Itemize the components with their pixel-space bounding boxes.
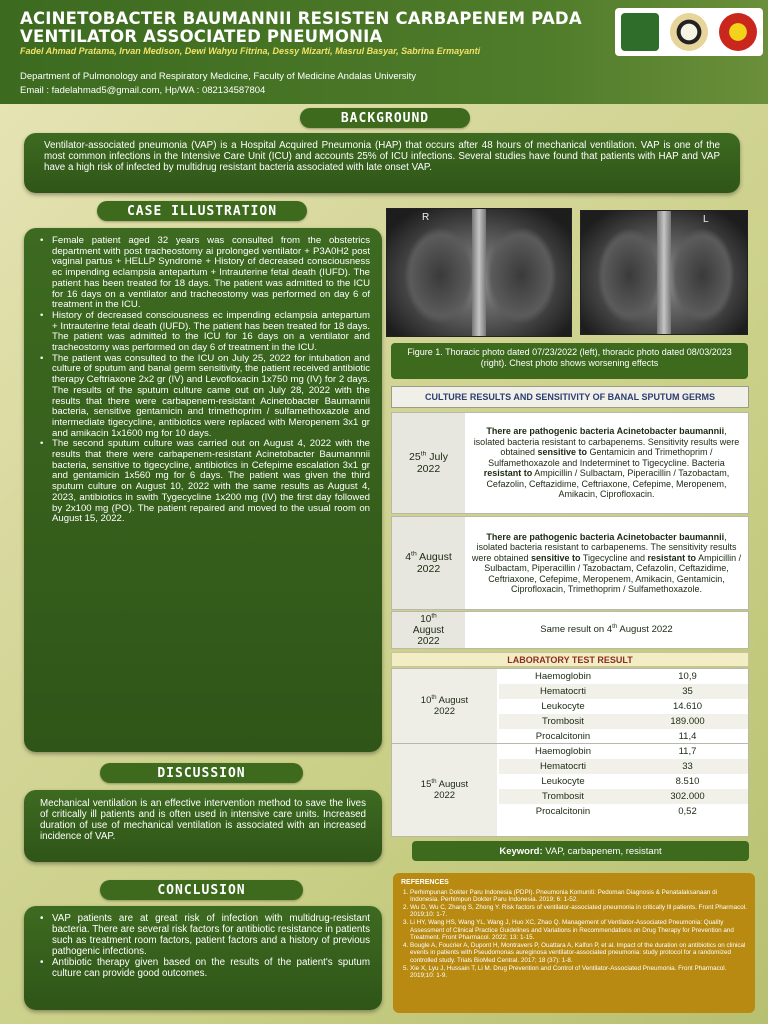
lab-block <box>391 668 749 744</box>
authors: Fadel Ahmad Pratama, Irvan Medison, Dewi Wahyu Fitrina, Dessy Mizarti, Masrul Basyar, Sabrina Ermayanti <box>20 46 481 56</box>
lab-table-title: LABORATORY TEST RESULT <box>391 652 749 667</box>
lab-row: Procalcitonin 11,4 <box>535 731 697 742</box>
conclusion-item: • Antibiotic therapy given based on the results of the patient's sputum culture can provide good outcomes. <box>40 957 370 979</box>
culture-date: 25th July 2022 <box>392 413 465 513</box>
culture-result: Same result on 4th August 2022 <box>540 622 673 635</box>
lab-row: Leukocyte 8.510 <box>541 776 700 787</box>
figure-caption: Figure 1. Thoracic photo dated 07/23/2022 (left), thoracic photo dated 08/03/2023 (right). Chest photo shows worsening effects <box>391 343 748 379</box>
lab-block <box>391 743 749 837</box>
case-panel <box>24 228 382 752</box>
conclusion-panel <box>24 906 382 1010</box>
case-item: • Female patient aged 32 years was consulted from the obstetrics department with post tracheostomy ai prolonged ventilator + P3A0H2 post vaginal partus + HELLP Syndrome + History of decreased consciousness ec impending eclampsia antepartum + Intrauterine fetal death (IUFD). The patient has been treated for 18 days. The patient was admitted to the ICU for 16 days on a ventilator and tracheostomy was performed on day 6 of treatment in the ICU. <box>40 236 370 311</box>
reference-item: 1. Perhimpunan Dokter Paru Indonesia (PDPI). Pneumonia Komuniti: Pedoman Diagnosis & Penatalaksanaan di Indonesia. Perhimpun Dokter Paru Indonesia. 2019; 6: 1-52. <box>410 889 747 904</box>
lab-date: 10th August 2022 <box>392 669 497 743</box>
culture-row <box>391 516 749 610</box>
references-title: REFERENCES <box>401 879 449 886</box>
reference-item: 2. Wu D, Wu C, Zhang S, Zhong Y. Risk factors of ventilator-associated pneumonia in critically Ill patients. Front Pharmacol. 2019;10: 1-7. <box>410 904 747 919</box>
discussion-text: Mechanical ventilation is an effective intervention method to save the lives of critically ill patients and is often used in intensive care units. Increased duration of use of mechanical ventilation is associated with an increased incidence of VAP. <box>40 798 366 842</box>
culture-result: There are pathogenic bacteria Acinetobacter baumannii, isolated bacteria resistant to carbapenems. Sensitivity results were obtained sensitive to Gentamicin and Trimethoprim / Sulfamethoxazole and Indeterminet to Tigecycline. Bacteria resistant to Ampicillin / Sulbactam, Piperacillin / Tazobactam, Cefazolin, Ceftazidime, Ceftriaxone, Cefepime, Meropenem, Amikacin, Ciprofloxacin. <box>473 426 740 500</box>
discussion-panel <box>24 790 382 862</box>
culture-row <box>391 412 749 514</box>
case-item: • The second sputum culture was carried out on August 4, 2022 with the results that there were carbapenem-resistant Acinetobacter Baumannnii bacteria, sensitive to tigecycline, antibiotics in Cefepime escalation 3x1 gr and gentamicin 1x560 mg for 6 days. The patient was given the third sputum culture on August 10, 2022 with the same results as August 4, 2023, antibiotics in swith Tygecycline 1x200 mg (IV) the first day followed by 2x100 mg (PO). The patient repaired and moved to the usual room on August 15, 2022. <box>40 439 370 525</box>
chest-xray-right <box>580 210 748 335</box>
culture-row <box>391 611 749 649</box>
case-heading: CASE ILLUSTRATION <box>97 201 307 221</box>
chest-xray-left <box>386 208 572 337</box>
background-text: Ventilator-associated pneumonia (VAP) is a Hospital Acquired Pneumonia (HAP) that occurs after 48 hours of mechanical ventilation. VAP is one of the most common infections in the Intensive Care Unit (ICU) and accounts 25% of ICU infections. Several studies have found that patients with HAP and VAP have a high risk of infected by multidrug resistant bacteria associated with late onset VAP. <box>44 140 720 173</box>
lab-row: Hematocrti 35 <box>499 684 748 699</box>
reference-item: 5. Xie X, Lyu J, Hussain T, Li M. Drug Prevention and Control of Ventilator-Associated Pneumonia. Front Pharmacol. 2019;10: 1-9. <box>410 965 747 980</box>
lab-row: Trombosit 302.000 <box>499 789 748 804</box>
keyword-text: VAP, carbapenem, resistant <box>542 845 662 857</box>
conclusion-item: • VAP patients are at great risk of infection with multidrug-resistant bacteria. There are several risk factors for antibiotic resistance in patients such as treatment room factors, patient factors and a history of previous pathogenic infections. <box>40 913 370 957</box>
logo-group <box>615 8 763 56</box>
culture-result: There are pathogenic bacteria Acinetobacter baumannii, isolated bacteria resistant to carbapenems. The sensitivity results were obtained sensitive to Tigecycline and resistant to Ampicillin / Sulbactam, Piperacillin / Tazobactam, Cefazolin, Ceftazidime, Ceftriaxone, Cefepime, Meropenem, Amikacin, Gentamicin, Ciprofloxacin, Trimethoprim / Sulfamethoxazole. <box>471 531 742 594</box>
poster-header <box>0 0 768 104</box>
conclusion-heading: CONCLUSION <box>100 880 303 900</box>
left-side-marker: L <box>703 214 709 225</box>
keyword-bar <box>412 841 749 861</box>
lab-row: Leukocyte 14.610 <box>541 701 703 712</box>
reference-item: 4. Bougle A, Foucrier A, Dupont H, Montravers P, Ouattara A, Kalfon P, et al. Impact of the duration on antibiotics on clinical events in patients with Pseudomonas aureginosa ventilator-associated pneumonia: study protocol for a randomized controlled study. Trials BioMed Central. 2017; 18 (37): 1-8. <box>410 942 747 965</box>
keyword-label: Keyword: <box>499 845 543 857</box>
department: Department of Pulmonology and Respiratory Medicine, Faculty of Medicine Andalas University <box>20 71 417 82</box>
background-heading: BACKGROUND <box>300 108 470 128</box>
conclusion-list <box>40 913 370 979</box>
references-panel <box>393 873 755 1013</box>
background-panel <box>24 133 740 193</box>
contact-email: Email : fadelahmad5@gmail.com, Hp/WA : 082134587804 <box>20 85 266 96</box>
culture-table-title: CULTURE RESULTS AND SENSITIVITY OF BANAL SPUTUM GERMS <box>391 386 749 408</box>
lab-row: Procalcitonin 0,52 <box>535 806 697 817</box>
case-list <box>40 236 370 525</box>
lab-row: Haemoglobin 10,9 <box>535 671 697 682</box>
lab-date: 15th August 2022 <box>392 744 497 836</box>
university-logo-icon <box>621 13 659 51</box>
case-item: • The patient was consulted to the ICU on July 25, 2022 for intubation and culture of sputum and banal germ sensitivity, the patient received antibiotic therapy Ceftriaxone 2x2 gr (IV) and Levofloxacin 1x750 mg (IV) for 2 days. The results of the sputum culture came out on July 28, 2022 with the results that there were carbapenem-resistant Acinetobacter Baumannii bacteria, sensitive gentamicin and trimethoprim / sulfamethoxazole and intermediate tigecycline, antibiotics were replaced with Meropenem 3x1 gr and amikacin 1x1600 mg for 10 days. <box>40 354 370 440</box>
society-logo-icon <box>719 13 757 51</box>
reference-item: 3. Li HY, Wang HS, Wang YL, Wang J, Huo XC, Zhao Q. Management of Ventilator-Associated Pneumonia: Quality Assessment of Clinical Practice Guidelines and Variations in Recommendations on Drug Therapy for Prevention and Treatment. Front Pharmacol. 2022; 13: 1-15. <box>410 919 747 942</box>
culture-date: 10th August 2022 <box>392 612 465 648</box>
poster-title: ACINETOBACTER BAUMANNII RESISTEN CARBAPENEM PADA VENTILATOR ASSOCIATED PNEUMONIA <box>20 9 582 46</box>
references-list <box>401 889 747 980</box>
right-side-marker: R <box>422 212 430 223</box>
culture-date: 4th August 2022 <box>392 517 465 609</box>
lab-row: Hematocrti 33 <box>499 759 748 774</box>
case-item: • History of decreased consciousness ec impending eclampsia antepartum + Intrauterine fetal death (IUFD). The patient has been treated for 18 days. The patient was admitted to the ICU for 16 days on a ventilator and tracheostomy was performed on day 6 of treatment in the ICU. <box>40 311 370 354</box>
lab-row: Haemoglobin 11,7 <box>535 746 697 757</box>
discussion-heading: DISCUSSION <box>100 763 303 783</box>
lab-row: Trombosit 189.000 <box>499 714 748 729</box>
association-logo-icon <box>670 13 708 51</box>
